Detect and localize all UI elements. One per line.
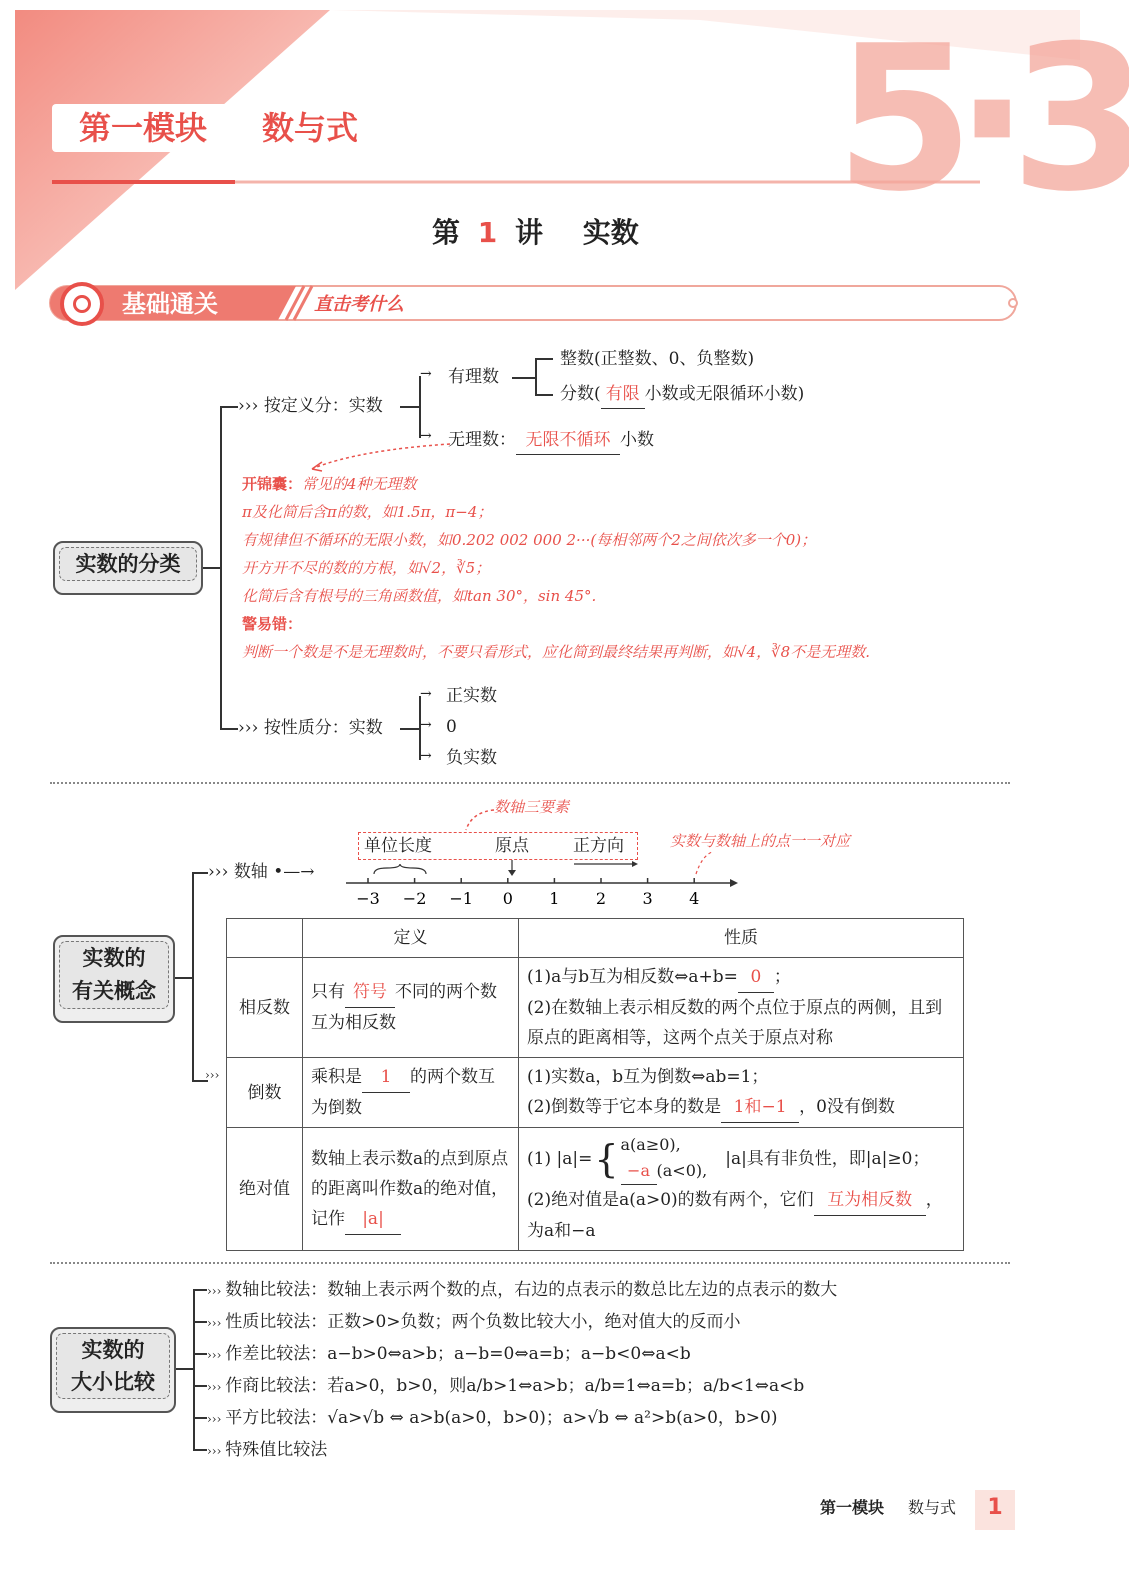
method-text: 若a>0，b>0，则a/b>1⇔a>b；a/b=1⇔a=b；a/b<1⇔a<b bbox=[327, 1376, 805, 1396]
logo-53: 5·3 bbox=[835, 3, 1129, 236]
tick-label: −1 bbox=[449, 889, 473, 908]
tip-title: 开锦囊： bbox=[242, 475, 303, 493]
banner-subtitle: 直击考什么 bbox=[314, 294, 404, 315]
comparison-method: ››› 作差比较法：a−b>0⇔a>b；a−b=0⇔a=b；a−b<0⇔a<b bbox=[207, 1344, 691, 1364]
tick-label: 0 bbox=[502, 889, 513, 908]
numberline-label: ››› 数轴 •—→ bbox=[208, 862, 315, 882]
tick-label: 1 bbox=[549, 889, 560, 908]
concepts-table bbox=[226, 918, 964, 1251]
integers-item: 整数(正整数、0、负整数) bbox=[560, 349, 755, 369]
rational-label: 有理数 bbox=[448, 367, 499, 387]
tip-2: 有规律但不循环的无限小数，如0.202 002 000 2···(每相邻两个2之间依次多一个0)； bbox=[242, 531, 817, 549]
warn-title: 警易错： bbox=[242, 615, 303, 633]
divider-1 bbox=[50, 782, 1010, 784]
row-property: (1)实数a，b互为倒数⇔ab=1； (2)倒数等于它本身的数是 1和−1 ，0没有倒数 bbox=[519, 1058, 964, 1128]
row-definition: 数轴上表示数a的点到原点的距离叫作数a的绝对值，记作 |a| bbox=[303, 1128, 519, 1251]
tick-label: −2 bbox=[402, 889, 427, 908]
comparison-method: ››› 平方比较法：√a>√b ⇔ a>b(a>0，b>0)；a>√b ⇔ a²>b(a>0，b>0) bbox=[207, 1408, 778, 1428]
method-name: 作差比较法： bbox=[225, 1344, 328, 1364]
fractions-item: 分数( 有限 小数或无限循环小数) bbox=[560, 380, 804, 409]
tick-label: 3 bbox=[642, 889, 653, 908]
lecture-topic: 实数 bbox=[582, 216, 639, 249]
page-number: 1 bbox=[975, 1490, 1015, 1530]
tick-label: 2 bbox=[595, 889, 607, 908]
method-text: √a>√b ⇔ a>b(a>0，b>0)；a>√b ⇔ a²>b(a>0，b>0) bbox=[327, 1408, 778, 1428]
method-name: 数轴比较法： bbox=[225, 1280, 328, 1300]
elem-origin: 原点 bbox=[495, 836, 529, 856]
header-property: 性质 bbox=[519, 919, 964, 958]
method-name: 性质比较法： bbox=[225, 1312, 328, 1332]
table-row bbox=[227, 1128, 964, 1251]
module-title: 数与式 bbox=[262, 109, 359, 147]
warn-text: 判断一个数是不是无理数时，不要只看形式，应化简到最终结果再判断，如√4，∛8不是无理数. bbox=[242, 643, 870, 661]
table-row bbox=[227, 1058, 964, 1128]
elem-direction: 正方向 bbox=[573, 836, 624, 856]
row-name: 相反数 bbox=[227, 958, 303, 1058]
comparison-method: ››› 作商比较法：若a>0，b>0，则a/b>1⇔a>b；a/b=1⇔a=b；a/b<1⇔a<b bbox=[207, 1376, 805, 1396]
method-text: a−b>0⇔a>b；a−b=0⇔a=b；a−b<0⇔a<b bbox=[327, 1344, 691, 1364]
lecture-title bbox=[432, 212, 639, 254]
comparison-method: ››› 性质比较法：正数>0>负数；两个负数比较大小，绝对值大的反而小 bbox=[207, 1312, 741, 1332]
row-property: (1)a与b互为相反数⇔a+b= 0 ； (2)在数轴上表示相反数的两个点位于原点的两侧，且到原点的距离相等，这两个点关于原点对称 bbox=[519, 958, 964, 1058]
correspond-note: 实数与数轴上的点一一对应 bbox=[670, 832, 851, 850]
tip-1: π及化简后含π的数，如1.5π，π−4； bbox=[242, 503, 493, 521]
target-icon bbox=[60, 282, 104, 326]
row-definition: 只有 符号 不同的两个数互为相反数 bbox=[303, 958, 519, 1058]
classification-label: 实数的分类 bbox=[53, 541, 203, 595]
tip-3: 开方开不尽的数的方根，如√2，∛5； bbox=[242, 559, 491, 577]
method-name: 平方比较法： bbox=[225, 1408, 328, 1428]
module-tag: 第一模块 bbox=[52, 104, 234, 152]
positive-item: 正实数 bbox=[446, 686, 497, 706]
by-definition: ››› 按定义分：实数 bbox=[238, 396, 383, 416]
elem-unit: 单位长度 bbox=[364, 836, 432, 856]
row-name: 绝对值 bbox=[227, 1128, 303, 1251]
tick-label: 4 bbox=[689, 889, 700, 908]
by-property: ››› 按性质分：实数 bbox=[238, 718, 383, 738]
method-name: 作商比较法： bbox=[225, 1376, 328, 1396]
tick-label: −3 bbox=[356, 889, 380, 908]
tip-block bbox=[242, 470, 870, 666]
lecture-number: 1 bbox=[477, 216, 498, 249]
method-text: 正数>0>负数；两个负数比较大小，绝对值大的反而小 bbox=[327, 1312, 741, 1332]
divider-2 bbox=[50, 1262, 1010, 1264]
irrational-item: 无理数： 无限不循环 小数 bbox=[448, 426, 654, 455]
table-row bbox=[227, 958, 964, 1058]
footer-module: 第一模块 bbox=[820, 1498, 885, 1517]
comparison-method: ››› 数轴比较法：数轴上表示两个数的点，右边的点表示的数总比左边的点表示的数大 bbox=[207, 1280, 838, 1300]
lecture-prefix: 第 bbox=[432, 216, 461, 249]
comparison-label: 实数的 大小比较 bbox=[50, 1327, 176, 1413]
header-definition: 定义 bbox=[303, 919, 519, 958]
comparison-method: ››› 特殊值比较法 bbox=[207, 1440, 328, 1460]
zero-item: 0 bbox=[446, 717, 457, 737]
row-name: 倒数 bbox=[227, 1058, 303, 1128]
method-text: 数轴上表示两个数的点，右边的点表示的数总比左边的点表示的数大 bbox=[327, 1280, 838, 1300]
three-elements-note: 数轴三要素 bbox=[494, 798, 570, 816]
banner-title: 基础通关 bbox=[122, 290, 218, 318]
footer-title: 数与式 bbox=[908, 1498, 957, 1517]
tip-head: 常见的4种无理数 bbox=[302, 475, 417, 493]
row-property: (1) |a|= { a(a≥0), −a (a<0), |a|具有非负性，即|a|≥0； (2)绝对值是a(a>0)的数有两个，它们 互为相反数 ，为a和−a bbox=[519, 1128, 964, 1251]
concepts-label: 实数的 有关概念 bbox=[53, 935, 175, 1023]
tip-4: 化简后含有根号的三角函数值，如tan 30°，sin 45°. bbox=[242, 587, 597, 605]
number-line bbox=[340, 856, 760, 914]
lecture-suffix: 讲 bbox=[515, 216, 544, 249]
negative-item: 负实数 bbox=[446, 748, 497, 768]
method-name: 特殊值比较法 bbox=[225, 1440, 328, 1460]
row-definition: 乘积是 1 的两个数互为倒数 bbox=[303, 1058, 519, 1128]
